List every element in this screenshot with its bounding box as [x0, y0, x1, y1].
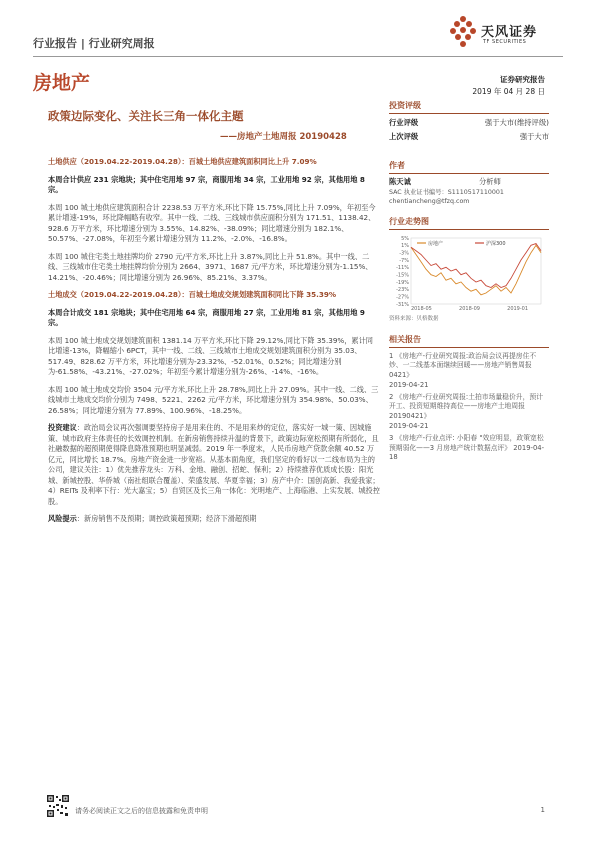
rating-heading: 投资评级 [389, 101, 421, 110]
x-tick-label: 2018-09 [459, 305, 480, 312]
sector-title: 房地产 [33, 72, 91, 94]
y-tick-label: -23% [396, 286, 409, 293]
related-item-text[interactable]: 1 《房地产-行业研究周报:政治局会议再提房住不炒、一二线基本面继续回暖——房地产销售周报 0421》 [389, 351, 537, 380]
report-date: 2019 年 04 月 28 日 [472, 87, 545, 96]
sidebar [389, 100, 549, 463]
supply-heading: 土地供应（2019.04.22-2019.04.28）：百城土地供应建筑面积同比上升 7.09% [48, 157, 317, 166]
trend-source: 资料来源：贝格数据 [389, 315, 439, 322]
trend-chart [389, 232, 549, 312]
qr-code-icon [47, 795, 69, 817]
logo-mark-icon [448, 14, 478, 48]
previous-rating-value: 强于大市 [519, 131, 549, 141]
report-subtitle: ——房地产土地周报 20190428 [220, 132, 347, 142]
author-email[interactable]: chentiancheng@tfzq.com [389, 197, 470, 205]
header-category: 行业报告 | 行业研究周报 [33, 37, 155, 50]
y-tick-label: -3% [399, 249, 409, 256]
y-tick-label: 1% [401, 242, 409, 249]
y-tick-label: -27% [396, 293, 409, 300]
related-item-date: 2019-04-21 [389, 422, 429, 431]
supply-area-paragraph: 本周 100 城土地供应建筑面积合计 2238.53 万平方米,环比下降 15.75%,同比上升 7.09%，年初至今累计增速-19%，环比降幅略有收窄。其中一线、二线、三线城市供应面积分别为 171.51、1138.42、928.6 万平方米，环比增速分别为 3.55%、14.82%、-38.09%；同比增速分别为 182.1%、50.57%、-27.08%，年初至今累计增速分别为 11.2%、-2.0%、-16.8%。 [48, 202, 376, 243]
related-item[interactable] [389, 352, 549, 391]
qr-code [47, 795, 69, 817]
rating-row [389, 118, 549, 129]
y-tick-label: -7% [399, 257, 409, 264]
trend-heading: 行业走势图 [389, 216, 429, 226]
risk-warning [48, 514, 380, 525]
previous-rating-label: 上次评级 [389, 131, 419, 141]
author-role: 分析师 [479, 177, 501, 186]
logo-en: TF SECURITIES [483, 39, 527, 45]
investment-text: ：政治局会议再次强调要坚持房子是用来住的、不是用来炒的定位，落实好一城一策、因城施策、城市政府主体责任的长效调控机制。在新房销售持续升温的背景下，政策边际宽松预期有所弱化，且社融数据的超预期使得降息降准预期也明显减弱。2019 年一季度末，人民币房地产贷款余额 40.52 万亿元，同比增长 18.7%。房地产资金进一步宽裕。从基本面角度，我们坚定的看好以一二线布局为主的公司，建议关注：1）优先推荐龙头：万科、金地、融创、招蛇、保利；2）持续推荐优质成长股：阳光城、新城控股、华侨城（南社组联合覆盖）、荣盛发展、华夏幸福；3）房产中介：国创高新、我爱我家；4）REITs 及利率下行：光大嘉宝；5）自贸区及长三角一体化：光明地产、上海临港、上实发展、城投控股。 [48, 423, 380, 506]
supply-summary: 本周合计供应 231 宗地块；其中住宅用地 97 宗，商服用地 34 宗，工业用地 92 宗，其他用地 8 宗。 [48, 174, 365, 194]
related-item-date: 2019-04-18 [389, 443, 545, 462]
logo-cn: 天风证券 [481, 25, 538, 40]
footer-disclaimer: 请务必阅读正文之后的信息披露和免责申明 [75, 807, 208, 815]
logo [448, 14, 563, 54]
report-title: 政策边际变化、关注长三角一体化主题 [48, 109, 244, 123]
related-item-text[interactable]: 2 《房地产-行业研究周报:土拍市场量稳价升，预计开工、投资短期维持高位——房地产土地周报 20190421》 [389, 392, 543, 421]
author-sac: SAC 执业证书编号：S1110517110001 [389, 188, 504, 196]
y-tick-label: -15% [396, 271, 409, 278]
series-line-0 [411, 245, 541, 294]
main-body [48, 157, 380, 525]
author-row [389, 177, 549, 188]
related-heading: 相关报告 [389, 334, 421, 344]
x-tick-label: 2018-05 [410, 305, 432, 312]
deal-price-paragraph: 本周 100 城土地成交均价 3504 元/平方米,环比上升 28.78%,同比上升 27.09%。其中一线、二线、三线城市土地成交均价分别为 7498、5221、2262 元/平方米，环比增速分别为 354.98%、50.03%、26.58%；同比增速分别为 77.89%、100.96%、-18.25%。 [48, 384, 379, 415]
related-list [389, 352, 549, 464]
deal-summary: 本周合计成交 181 宗地块；其中住宅用地 64 宗，商服用地 27 宗，工业用地 81 宗，其他用地 9 宗。 [48, 307, 365, 327]
related-item-text[interactable]: 3 《房地产-行业点评: 小阳春 "效应明显，政策宽松预期弱化——3 月房地产统计数据点评》 [389, 433, 544, 452]
supply-price-paragraph: 本周 100 城住宅类土地挂牌均价 2790 元/平方米,环比上升 3.87%,同比上升 51.8%。其中一线、二线、三线城市住宅类土地挂牌均价分别为 2664、3971、1687 元/平方米，环比增速分别为-1.15%、14.21%、-20.46%；同比增速分别为 26.96%、85.21%、3.37%。 [48, 251, 373, 282]
related-item-date: 2019-04-21 [389, 380, 429, 389]
investment-advice [48, 423, 380, 507]
header-rule [33, 56, 563, 57]
x-tick-label: 2019-01 [507, 305, 529, 312]
risk-text: ：新房销售不及预期；调控政策超预期；经济下滑超预期 [76, 514, 257, 523]
related-item[interactable] [389, 393, 549, 432]
deal-area-paragraph: 本周 100 城土地成交规划建筑面积 1381.14 万平方米,环比下降 29.12%,同比下降 35.39%，累计同比增速-13%，降幅缩小 6PCT，其中一线、二线、三线城市土地成交规划建筑面积分别为 35.03、517.49、828.62 万平方米，环比增速分别为-23.32%、-52.01%、0.52%；同比增速分别为-61.58%、-43.21%、-27.02%；年初至今累计增速分别为-26%、-14%、-16%。 [48, 335, 373, 376]
deal-heading: 土地成交（2019.04.22-2019.04.28）：百城土地成交规划建筑面积同比下降 35.39% [48, 290, 337, 299]
investment-label: 投资建议 [48, 423, 77, 432]
risk-label: 风险提示 [48, 514, 77, 523]
author-heading: 作者 [389, 161, 405, 170]
legend-label: 沪深300 [486, 240, 506, 247]
industry-rating-label: 行业评级 [389, 118, 419, 127]
legend-label: 房地产 [428, 240, 444, 247]
page-number: 1 [540, 806, 545, 814]
y-tick-label: -19% [396, 279, 409, 286]
y-tick-label: -11% [396, 264, 409, 271]
report-type: 证券研究报告 [500, 75, 545, 84]
related-item[interactable] [389, 434, 549, 463]
series-line-1 [411, 243, 541, 287]
y-tick-label: -31% [396, 301, 409, 308]
y-tick-label: 5% [401, 235, 409, 242]
rating-row [389, 132, 549, 143]
industry-rating-value: 强于大市(维持评级) [484, 118, 549, 127]
author-name: 陈天诚 [389, 177, 411, 186]
